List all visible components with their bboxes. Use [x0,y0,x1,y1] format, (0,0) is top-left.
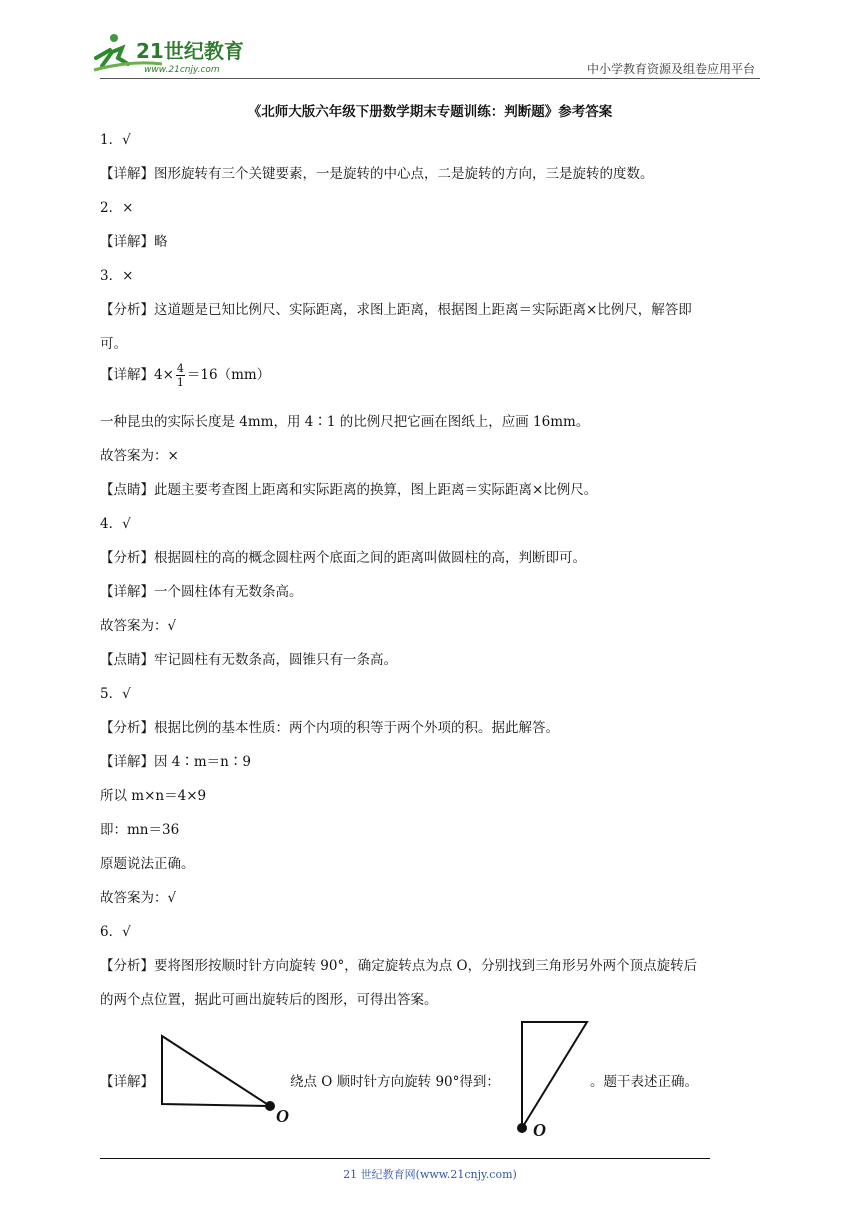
detail-5-step-3: 原题说法正确。 [100,856,195,872]
conclusion-5: 故答案为：√ [100,890,177,906]
detail-3-text: 一种昆虫的实际长度是 4mm，用 4∶1 的比例尺把它画在图纸上，应画 16mm。 [100,414,590,430]
answer-2: 2．× [100,200,134,216]
logo-text: 21世纪教育 [136,39,244,63]
detail-3-prefix: 【详解】4× [100,367,174,383]
detail-6-text: 绕点 O 顺时针方向旋转 90°得到： [290,1074,500,1090]
logo [92,30,262,80]
detail-3 [100,362,270,389]
page-title: 《北师大版六年级下册数学期末专题训练：判断题》参考答案 [247,104,613,120]
fraction-numerator: 4 [176,362,184,375]
detail-5-step-2: 即：mn＝36 [100,822,180,838]
detail-5-step-1: 所以 m×n＝4×9 [100,788,207,804]
answer-3: 3．× [100,268,134,284]
remark-3: 【点睛】此题主要考查图上距离和实际距离的换算，图上距离＝实际距离×比例尺。 [100,482,598,498]
conclusion-4: 故答案为：√ [100,618,177,634]
detail-4: 【详解】一个圆柱体有无数条高。 [100,584,303,600]
analysis-3: 【分析】这道题是已知比例尺、实际距离，求图上距离，根据图上距离＝实际距离×比例尺，解答即 [100,302,692,318]
analysis-6-cont: 的两个点位置，据此可画出旋转后的图形，可得出答案。 [100,992,438,1008]
remark-4: 【点睛】牢记圆柱有无数条高，圆锥只有一条高。 [100,652,397,668]
answer-5: 5．√ [100,686,131,702]
detail-6-label: 【详解】 [100,1074,154,1090]
answer-1: 1．√ [100,132,131,148]
answer-6: 6．√ [100,924,131,940]
answer-4: 4．√ [100,516,131,532]
original-triangle-figure [158,1032,298,1127]
detail-2: 【详解】略 [100,234,168,250]
detail-6-conclusion: 。题干表述正确。 [590,1074,698,1090]
point-o-label-1: O [276,1106,289,1126]
logo-url: www.21cnjy.com [144,65,220,75]
rotated-triangle-figure [515,1018,595,1143]
detail-1: 【详解】图形旋转有三个关键要素，一是旋转的中心点，二是旋转的方向，三是旋转的度数。 [100,166,654,182]
analysis-6: 【分析】要将图形按顺时针方向旋转 90°，确定旋转点为点 O，分别找到三角形另外两个顶点旋转后 [100,958,698,974]
footer-link[interactable]: 21 世纪教育网(www.21cnjy.com) [343,1168,517,1181]
fraction-denominator: 1 [176,376,184,389]
analysis-3-cont: 可。 [100,336,127,352]
header-divider [100,78,760,79]
page-header [0,0,860,80]
detail-3-result: ＝16（mm） [186,367,271,383]
analysis-4: 【分析】根据圆柱的高的概念圆柱两个底面之间的距离叫做圆柱的高，判断即可。 [100,550,586,566]
conclusion-3: 故答案为：× [100,448,179,464]
detail-5: 【详解】因 4∶m＝n∶9 [100,754,251,770]
footer-divider [100,1158,710,1159]
header-site-name: 中小学教育资源及组卷应用平台 [586,62,755,76]
point-o-label-2: O [533,1120,546,1140]
analysis-5: 【分析】根据比例的基本性质：两个内项的积等于两个外项的积。据此解答。 [100,720,559,736]
fraction [176,362,185,389]
